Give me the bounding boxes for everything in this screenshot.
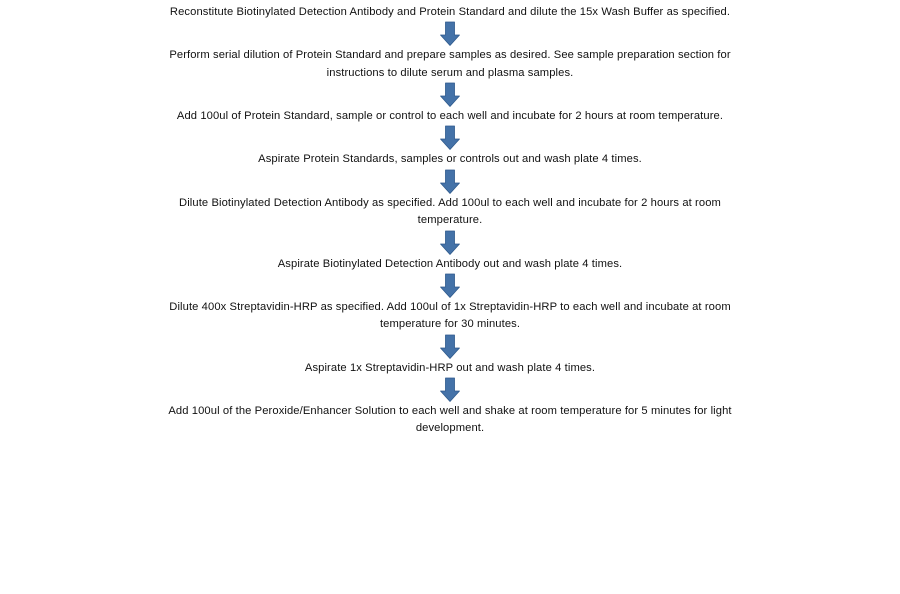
flow-arrow-3	[437, 125, 463, 151]
flow-step-3: Add 100ul of Protein Standard, sample or control to each well and incubate for 2 hours at room temperature.	[176, 110, 724, 123]
flow-arrow-6	[437, 273, 463, 299]
flow-arrow-1	[437, 21, 463, 47]
flow-step-8: Aspirate 1x Streptavidin-HRP out and wash plate 4 times.	[304, 361, 596, 374]
down-arrow-icon	[437, 125, 463, 151]
flow-arrow-5	[437, 230, 463, 256]
down-arrow-icon	[437, 334, 463, 360]
down-arrow-icon	[437, 230, 463, 256]
down-arrow-icon	[437, 377, 463, 403]
flow-arrow-2	[437, 82, 463, 108]
flow-step-1: Reconstitute Biotinylated Detection Antibody and Protein Standard and dilute the 15x Wash Buffer as specified.	[169, 6, 731, 18]
flow-arrow-4	[437, 169, 463, 195]
down-arrow-icon	[437, 21, 463, 47]
flow-step-5: Dilute Biotinylated Detection Antibody as specified. Add 100ul to each well and incubate for 2 hours at room temperature.	[179, 196, 721, 227]
down-arrow-icon	[437, 82, 463, 108]
flow-step-4: Aspirate Protein Standards, samples or controls out and wash plate 4 times.	[258, 153, 642, 166]
down-arrow-icon	[437, 273, 463, 299]
flow-arrow-8	[437, 377, 463, 403]
flow-step-9: Add 100ul of the Peroxide/Enhancer Solution to each well and shake at room temperature for 5 minutes for light development.	[168, 404, 732, 435]
flow-arrow-7	[437, 334, 463, 360]
flow-step-6: Aspirate Biotinylated Detection Antibody out and wash plate 4 times.	[277, 257, 623, 270]
flow-step-2: Perform serial dilution of Protein Standard and prepare samples as desired. See sample preparation section for instructions to dilute serum and plasma samples.	[169, 49, 731, 79]
down-arrow-icon	[437, 169, 463, 195]
flow-step-7: Dilute 400x Streptavidin-HRP as specified. Add 100ul of 1x Streptavidin-HRP to each well and incubate at room temperature for 30 minutes.	[169, 300, 731, 331]
